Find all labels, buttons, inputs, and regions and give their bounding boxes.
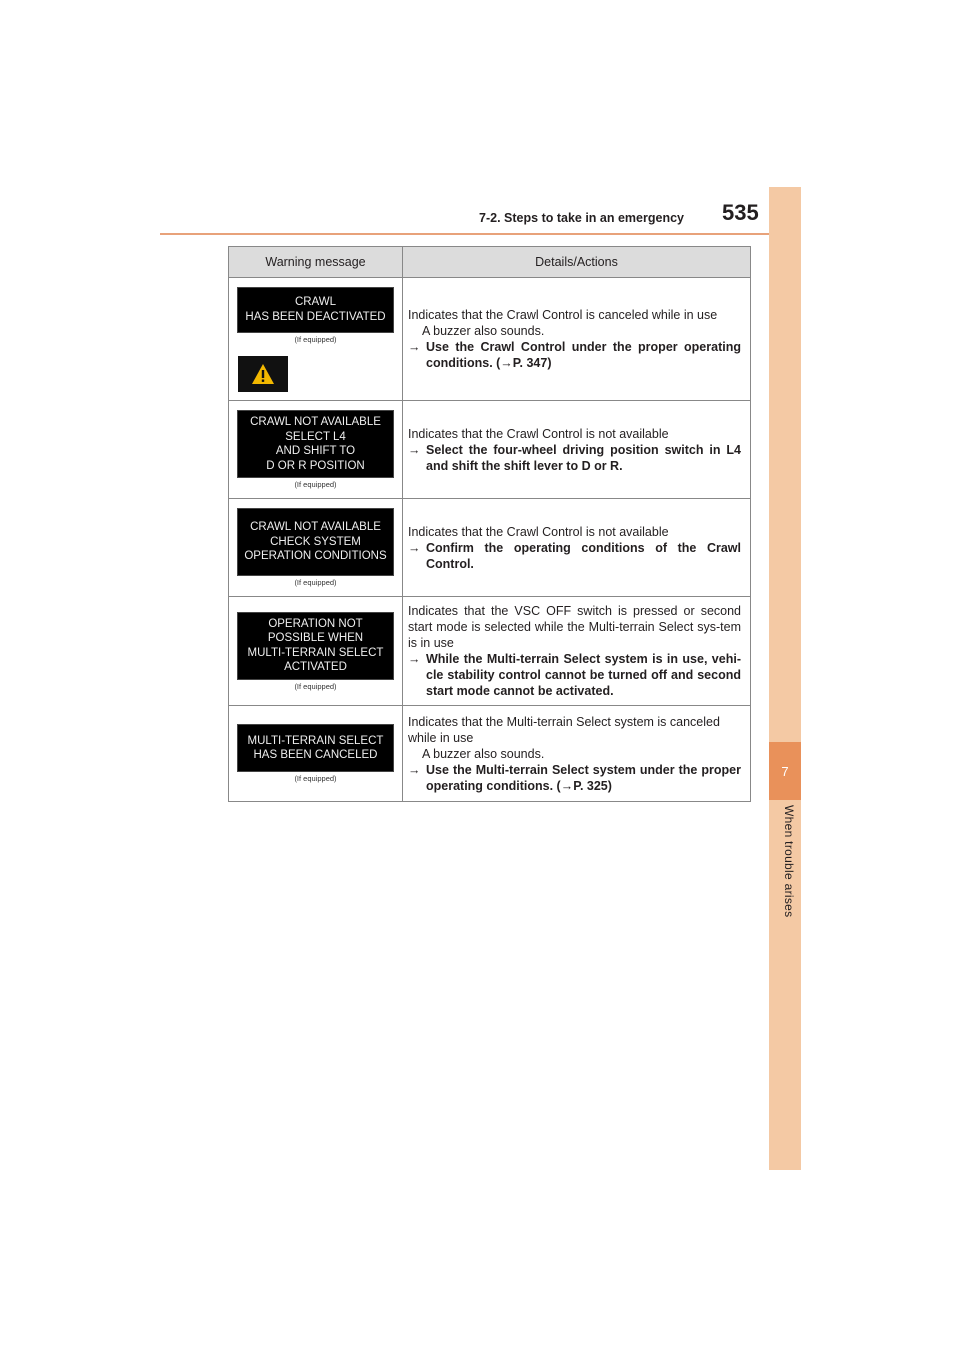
arrow-icon: →	[408, 652, 421, 666]
master-warning-triangle-icon	[251, 363, 275, 385]
multi-info-display	[237, 724, 394, 772]
display-line: D OR R POSITION	[266, 459, 365, 472]
display-line: CRAWL	[294, 296, 337, 308]
display-line: MULTI-TERRAIN SELECT	[247, 646, 384, 659]
if-equipped-note: (If equipped)	[294, 334, 337, 344]
multi-info-display	[237, 287, 394, 333]
details-cell	[403, 499, 751, 597]
description: Indicates that the VSC OFF switch is pressed or second start mode is selected while the Multi-terrain Select sys-tem is in use	[408, 604, 741, 650]
action-line	[408, 540, 741, 572]
if-equipped-note: (If equipped)	[294, 681, 337, 691]
chapter-side-tab	[769, 187, 801, 1170]
display-line: CRAWL NOT AVAILABLE	[250, 521, 381, 534]
table-row	[229, 597, 751, 706]
display-line: ACTIVATED	[284, 661, 347, 673]
display-line: OPERATION CONDITIONS	[244, 550, 387, 563]
chapter-number: 7	[769, 742, 801, 800]
display-line: AND SHIFT TO	[275, 445, 356, 457]
action-line	[408, 762, 741, 794]
section-title: 7-2. Steps to take in an emergency	[479, 211, 684, 225]
warning-light-icon	[238, 356, 288, 392]
display-line: CHECK SYSTEM	[270, 535, 361, 548]
warning-image-cell	[229, 499, 403, 597]
action-text: Confirm the operating conditions of the Crawl Control.	[426, 540, 741, 571]
action-text: Select the four-wheel driving position switch in L4 and shift the shift lever to D or R.	[426, 442, 741, 473]
table-row	[229, 499, 751, 597]
action-line	[408, 651, 741, 699]
display-line: HAS BEEN DEACTIVATED	[245, 310, 386, 323]
if-equipped-note: (If equipped)	[294, 480, 337, 489]
description: Indicates that the Crawl Control is not available	[408, 426, 669, 441]
arrow-icon: →	[408, 442, 421, 457]
action-line	[408, 442, 741, 474]
display-line: SELECT L4	[285, 430, 346, 443]
multi-info-display	[237, 508, 394, 576]
display-line: HAS BEEN CANCELED	[253, 749, 378, 761]
description: Indicates that the Crawl Control is canceled while in use	[408, 308, 718, 322]
multi-info-display	[237, 410, 394, 478]
sub-note: A buzzer also sounds.	[422, 746, 545, 761]
table-row	[229, 401, 751, 499]
arrow-icon: →	[408, 340, 421, 354]
table-row	[229, 278, 751, 401]
if-equipped-note: (If equipped)	[294, 774, 337, 783]
display-line: POSSIBLE WHEN	[267, 632, 364, 644]
warning-image-cell	[229, 278, 403, 401]
header-rule	[160, 233, 800, 235]
table-row	[229, 706, 751, 802]
action-text: Use the Multi-terrain Select system under the proper operating conditions. (→P. 325)	[426, 762, 741, 793]
arrow-icon: →	[408, 762, 421, 777]
display-line: CRAWL NOT AVAILABLE	[250, 416, 381, 428]
details-cell	[403, 597, 751, 706]
action-text: Use the Crawl Control under the proper operating conditions. (→P. 347)	[426, 340, 741, 370]
column-header-details: Details/Actions	[403, 247, 751, 278]
warning-image-cell	[229, 401, 403, 499]
multi-info-display	[237, 612, 394, 680]
page-number: 535	[722, 200, 759, 225]
warning-message-table	[228, 246, 751, 802]
description: Indicates that the Crawl Control is not available	[408, 524, 669, 539]
description: Indicates that the Multi-terrain Select system is canceled while in use	[408, 714, 720, 745]
if-equipped-note: (If equipped)	[294, 578, 337, 587]
action-text: While the Multi-terrain Select system is in use, vehi-cle stability control cannot be turned off and second start mode cannot be activated.	[426, 652, 741, 698]
warning-image-cell	[229, 597, 403, 706]
table-header-row	[229, 247, 751, 278]
display-line: MULTI-TERRAIN SELECT	[247, 734, 384, 747]
details-cell	[403, 401, 751, 499]
warning-image-cell	[229, 706, 403, 802]
details-cell	[403, 278, 751, 401]
action-line	[408, 339, 741, 371]
chapter-title: When trouble arises	[782, 805, 796, 918]
details-cell	[403, 706, 751, 802]
arrow-icon: →	[408, 540, 421, 555]
column-header-warning: Warning message	[229, 247, 403, 278]
display-line: OPERATION NOT	[268, 617, 363, 630]
sub-note: A buzzer also sounds.	[422, 324, 545, 338]
